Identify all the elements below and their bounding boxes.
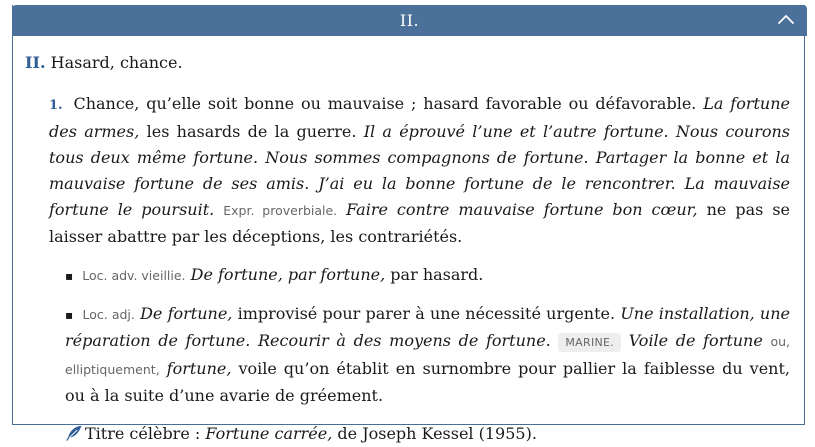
definition-content bbox=[25, 50, 790, 447]
gloss-text: les hasards de la guerre. bbox=[146, 122, 357, 141]
expression-text: fortune, bbox=[166, 359, 232, 378]
gloss-text: improvisé pour parer à une nécessité urgente. bbox=[237, 304, 616, 323]
subentry-loc-adv bbox=[65, 262, 790, 289]
expression-text: Voile de fortune bbox=[628, 331, 763, 350]
grammar-label: Loc. adv. vieillie. bbox=[82, 268, 186, 283]
grammar-label: Expr. proverbiale. bbox=[223, 203, 338, 218]
gloss-text: ne pas se laisser abattre par les déceptions, les contrariétés. bbox=[49, 200, 790, 246]
famous-author: de Joseph Kessel (1955). bbox=[337, 424, 537, 443]
paragraph-number: 1. bbox=[49, 98, 63, 113]
gloss-text: par hasard. bbox=[390, 265, 484, 284]
section-number: II. bbox=[25, 53, 46, 72]
section-title-text: Hasard, chance. bbox=[50, 53, 183, 72]
example-text: Il a éprouvé l’une et l’autre fortune. Nous courons tous deux même fortune. Nous sommes compagnons de fortune. Partager la bonne et la mauvaise fortune de ses amis. J’ai eu la bonne fortune de le rencontrer. La mauvaise fortune le poursuit. bbox=[49, 122, 791, 219]
definition-paragraph-1 bbox=[49, 91, 790, 250]
chevron-up-icon[interactable] bbox=[777, 12, 795, 26]
expression-text: De fortune, bbox=[140, 304, 233, 323]
domain-badge: MARINE. bbox=[558, 333, 621, 352]
expression-text: De fortune, par fortune, bbox=[190, 265, 386, 284]
example-text: La fortune des armes, bbox=[49, 94, 791, 141]
famous-title-note bbox=[65, 421, 790, 447]
famous-work-title: Fortune carrée, bbox=[205, 424, 333, 443]
grammar-label: elliptiquement, bbox=[65, 362, 160, 377]
example-text: Faire contre mauvaise fortune bon cœur, bbox=[346, 200, 698, 219]
section-header-toggle[interactable] bbox=[12, 5, 807, 36]
subentry-loc-adj bbox=[65, 301, 790, 409]
bullet: ▪ bbox=[65, 269, 74, 283]
example-text: Une installation, une réparation de fortune. Recourir à des moyens de fortune. bbox=[65, 304, 791, 350]
quill-icon bbox=[65, 425, 83, 441]
section-header-numeral: II. bbox=[399, 11, 420, 30]
grammar-label: Loc. adj. bbox=[82, 307, 135, 322]
gloss-text: voile qu’on établit en surnombre pour pallier la faiblesse du vent, ou à la suite d’une avarie de gréement. bbox=[65, 359, 790, 405]
definition-text: Chance, qu’elle soit bonne ou mauvaise ; hasard favorable ou défavorable. bbox=[73, 94, 697, 113]
section-title bbox=[25, 50, 790, 76]
famous-label: Titre célèbre : bbox=[85, 424, 201, 443]
grammar-label: ou, bbox=[770, 334, 791, 349]
bullet: ▪ bbox=[65, 308, 74, 322]
